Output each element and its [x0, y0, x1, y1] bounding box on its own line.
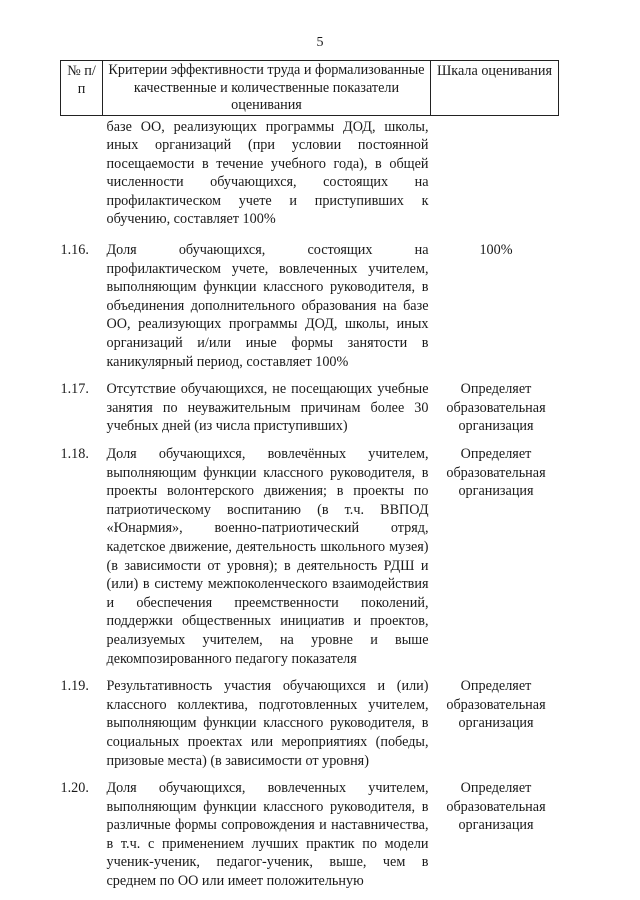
header-criteria: Критерии эффективности труда и формализованные качественные и количественные показатели оценивания — [103, 61, 431, 116]
table-row — [61, 677, 559, 779]
row-scale: 100% — [479, 242, 513, 259]
row-scale — [431, 115, 559, 241]
page-number: 5 — [316, 35, 324, 50]
row-criteria: Доля обучающихся, вовлечённых учителем, выполняющим функции классного руководителя, в проекты волонтерского движения; в проекты по патриотическому воспитанию (в т.ч. ВВПОД «Юнармия», военно-патриотический отряд, кадетское движение, деятельность школьного музея) (в зависимости от уровня); в деятельность РДШ и (или) в систему межпоколенческого взаимодействия и обеспечения преемственности поколений, поддержки общественных инициатив и проектов, реализуемых учителем, на уровне и выше декомпозированного педагогу показателя — [106, 446, 429, 667]
criteria-table — [60, 60, 559, 900]
row-criteria: Результативность участия обучающихся и (или) классного коллектива, подготовленных учителем, выполняющим функции классного руководителя, в социальных проектах или мероприятиях (победы, призовые места) (в зависимости от уровня) — [106, 678, 429, 769]
row-criteria: Доля обучающихся, состоящих на профилактическом учете, вовлеченных учителем, выполняющим функции классного руководителя, в объединения дополнительного образования на базе ОО, реализующих программы ДОД, школы, иных организаций и/или иные формы занятости в каникулярный период, составляет 100% — [106, 242, 429, 370]
row-scale: Определяет образовательная организация — [446, 678, 546, 732]
row-number — [61, 115, 103, 241]
table-header-row — [61, 61, 559, 116]
row-number: 1.20. — [60, 780, 89, 797]
row-number: 1.17. — [60, 381, 89, 398]
row-number: 1.16. — [60, 242, 89, 259]
table-row — [61, 779, 559, 900]
row-number: 1.18. — [60, 446, 89, 462]
row-scale: Определяет образовательная организация — [446, 381, 546, 435]
header-number: № п/п — [61, 61, 103, 116]
table-row — [61, 241, 559, 380]
row-scale: Определяет образовательная организация — [446, 780, 546, 834]
row-criteria: Отсутствие обучающихся, не посещающих учебные занятия по неуважительным причинам более 30 учебных дней (из числа приступивших) — [106, 381, 429, 435]
header-scale: Шкала оценивания — [431, 61, 559, 116]
row-criteria: базе ОО, реализующих программы ДОД, школы, иных организаций (при условии постоянной посещаемости в течение учебного года), в общей численности обучающихся, состоящих на профилактическом учете и приступивших к обучению, составляет 100% — [106, 118, 429, 228]
table-row — [61, 380, 559, 445]
table-row — [61, 115, 559, 241]
row-scale: Определяет образовательная организация — [446, 446, 546, 500]
row-number: 1.19. — [60, 678, 89, 695]
row-criteria: Доля обучающихся, вовлеченных учителем, выполняющим функции классного руководителя, в различные формы сопровождения и наставничества, в т.ч. с применением лучших практик по модели ученик-ученик, педагог-ученик, выше, чем в среднем по ОО или имеет положительную — [106, 780, 429, 890]
table-row — [61, 445, 559, 677]
